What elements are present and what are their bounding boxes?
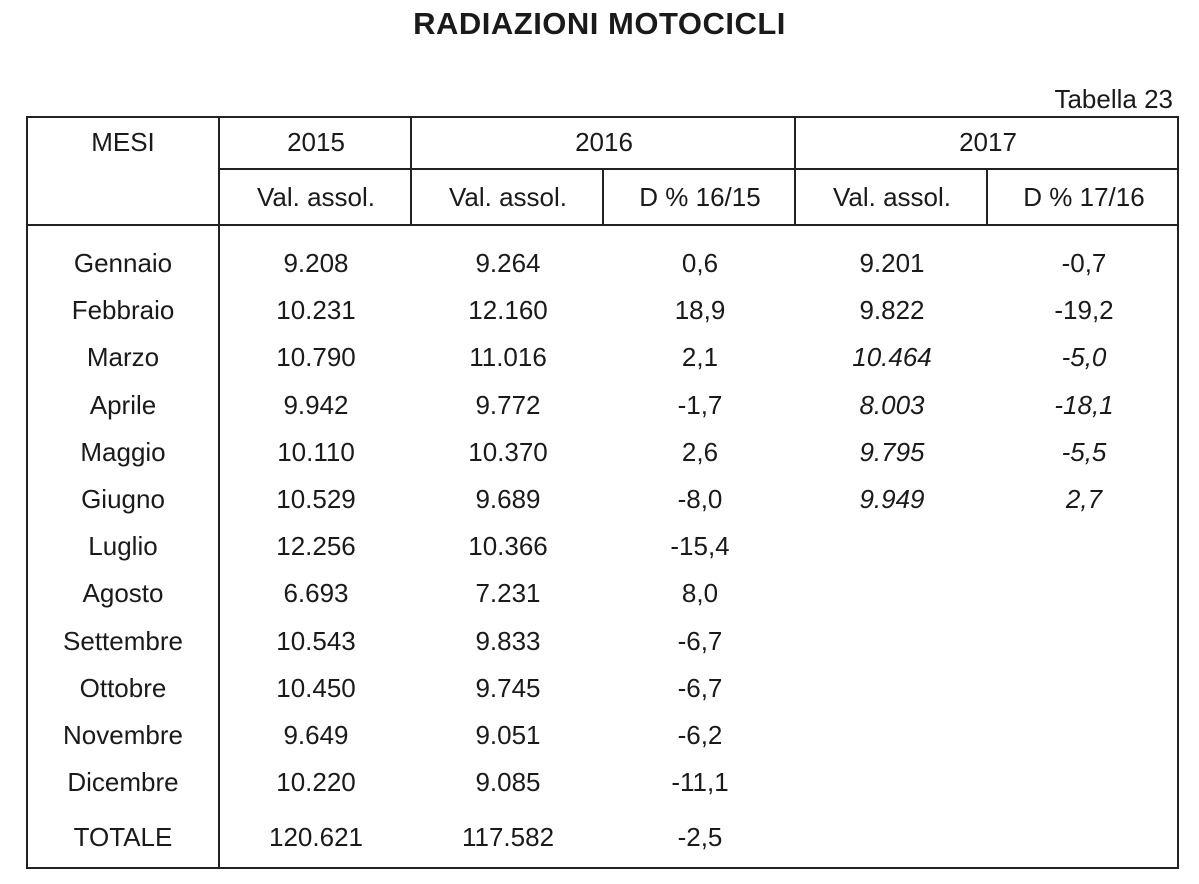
- cell-value-2017: 9.822: [859, 295, 925, 325]
- cell-value-2015: 10.220: [276, 767, 356, 797]
- header-delta-16-15: D % 16/15: [639, 182, 761, 212]
- cell-month: Dicembre: [67, 767, 179, 797]
- cell-month: Marzo: [86, 342, 160, 372]
- cell-value-2016: 9.745: [475, 673, 541, 703]
- cell-value-2016: 9.772: [475, 390, 541, 420]
- cell-delta-16-15: 0,6: [681, 248, 719, 278]
- table-row: [0, 767, 1199, 797]
- header-divider-top: [219, 168, 1179, 170]
- cell-value-2016: 9.833: [475, 626, 541, 656]
- header-val-2017: Val. assol.: [832, 182, 951, 212]
- cell-value-2016: 117.582: [461, 822, 555, 852]
- table-row-total: [0, 822, 1199, 852]
- header-year-2015: 2015: [287, 127, 345, 157]
- cell-value-2017: 9.949: [859, 484, 925, 514]
- table-row: [0, 248, 1199, 278]
- cell-delta-16-15: 2,6: [681, 437, 719, 467]
- cell-value-2015: 10.110: [277, 437, 355, 467]
- cell-value-2016: 9.051: [475, 720, 541, 750]
- cell-delta-16-15: -6,7: [677, 673, 723, 703]
- cell-month: Aprile: [89, 390, 157, 420]
- cell-delta-17-16: -18,1: [1054, 390, 1114, 420]
- cell-delta-16-15: -6,7: [677, 626, 723, 656]
- cell-delta-16-15: -2,5: [677, 822, 723, 852]
- cell-value-2015: 10.231: [276, 295, 356, 325]
- cell-value-2017: 9.201: [859, 248, 925, 278]
- cell-value-2016: 7.231: [475, 578, 541, 608]
- header-val-2015: Val. assol.: [256, 182, 375, 212]
- header-year-2016: 2016: [575, 127, 633, 157]
- header-val-2016: Val. assol.: [448, 182, 567, 212]
- cell-month: Luglio: [88, 531, 158, 561]
- cell-value-2016: 9.085: [475, 767, 541, 797]
- cell-value-2015: 6.693: [283, 578, 349, 608]
- cell-value-2015: 10.543: [276, 626, 356, 656]
- cell-value-2015: 9.649: [283, 720, 349, 750]
- cell-value-2015: 12.256: [276, 531, 356, 561]
- table-row: [0, 578, 1199, 608]
- table-row: [0, 437, 1199, 467]
- table-row: [0, 484, 1199, 514]
- table-row: [0, 531, 1199, 561]
- cell-value-2016: 10.366: [468, 531, 548, 561]
- table-row: [0, 720, 1199, 750]
- cell-month: TOTALE: [73, 822, 173, 852]
- cell-value-2016: 10.370: [468, 437, 548, 467]
- cell-value-2015: 10.450: [276, 673, 356, 703]
- cell-delta-16-15: 8,0: [681, 578, 719, 608]
- cell-value-2017: 9.795: [859, 437, 925, 467]
- cell-value-2016: 9.689: [475, 484, 541, 514]
- header-months: MESI: [91, 127, 155, 157]
- cell-delta-16-15: -8,0: [677, 484, 723, 514]
- cell-value-2016: 9.264: [475, 248, 541, 278]
- cell-delta-16-15: -6,2: [677, 720, 723, 750]
- cell-month: Gennaio: [73, 248, 173, 278]
- cell-value-2015: 120.621: [269, 822, 363, 852]
- cell-delta-17-16: -5,0: [1061, 342, 1107, 372]
- cell-delta-17-16: -19,2: [1054, 295, 1114, 325]
- cell-delta-16-15: -15,4: [670, 531, 730, 561]
- table-row: [0, 342, 1199, 372]
- header-year-2017: 2017: [959, 127, 1017, 157]
- page-title: RADIAZIONI MOTOCICLI: [413, 6, 786, 41]
- cell-delta-16-15: 2,1: [681, 342, 719, 372]
- table-row: [0, 390, 1199, 420]
- cell-value-2015: 9.942: [283, 390, 349, 420]
- cell-delta-17-16: 2,7: [1065, 484, 1103, 514]
- cell-month: Febbraio: [71, 295, 175, 325]
- cell-value-2015: 9.208: [283, 248, 349, 278]
- cell-month: Settembre: [63, 626, 183, 656]
- cell-month: Agosto: [82, 578, 164, 608]
- cell-month: Maggio: [80, 437, 166, 467]
- cell-value-2017: 10.464: [852, 342, 932, 372]
- cell-delta-17-16: -0,7: [1061, 248, 1107, 278]
- table-row: [0, 295, 1199, 325]
- cell-delta-16-15: -1,7: [677, 390, 723, 420]
- cell-value-2016: 11.016: [469, 342, 547, 372]
- cell-value-2015: 10.529: [276, 484, 356, 514]
- cell-month: Novembre: [63, 720, 183, 750]
- table-row: [0, 673, 1199, 703]
- cell-month: Ottobre: [79, 673, 167, 703]
- cell-month: Giugno: [81, 484, 165, 514]
- cell-delta-17-16: -5,5: [1061, 437, 1107, 467]
- table-row: [0, 626, 1199, 656]
- cell-delta-16-15: 18,9: [674, 295, 726, 325]
- cell-value-2015: 10.790: [276, 342, 356, 372]
- header-delta-17-16: D % 17/16: [1023, 182, 1145, 212]
- cell-value-2017: 8.003: [859, 390, 925, 420]
- table-label: Tabella 23: [1054, 84, 1173, 114]
- cell-value-2016: 12.160: [468, 295, 548, 325]
- cell-delta-16-15: -11,1: [671, 767, 729, 797]
